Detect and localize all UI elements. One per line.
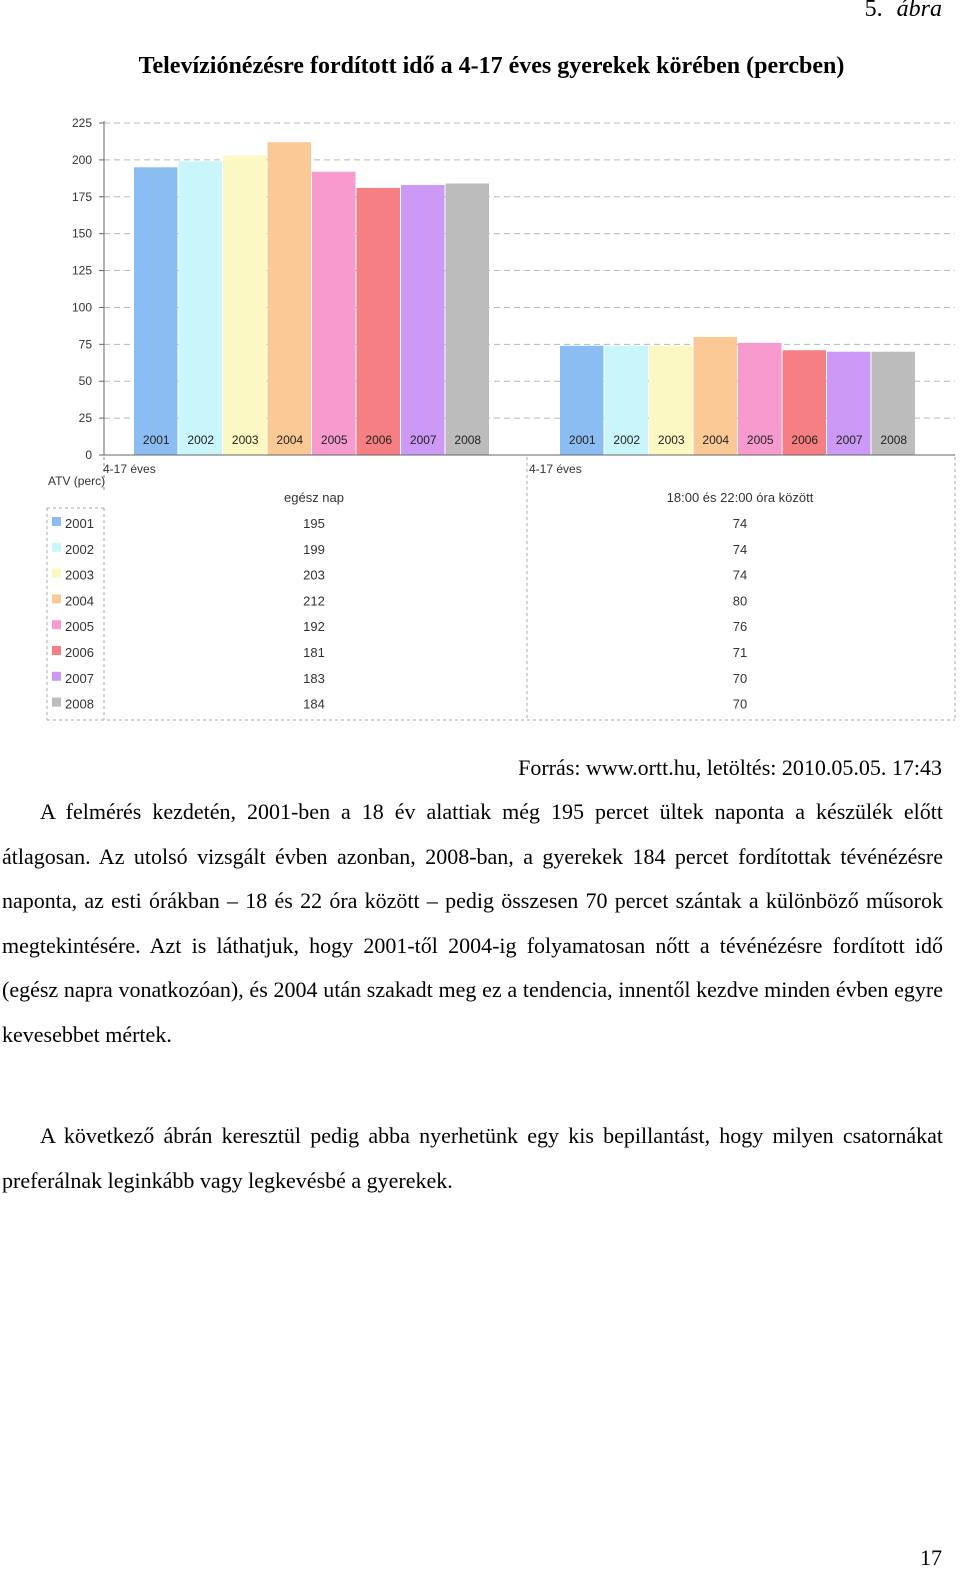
bar-year-label: 2006 <box>365 433 393 447</box>
table-value: 80 <box>732 593 748 609</box>
bar-2002-egesz-nap <box>179 161 223 455</box>
table-atv-label: ATV (perc) <box>48 474 106 488</box>
bar-chart <box>0 0 960 730</box>
bar-year-label: 2003 <box>231 433 259 447</box>
legend-label: 2003 <box>65 567 94 583</box>
bar-year-label: 2005 <box>320 433 348 447</box>
y-tick-label: 75 <box>78 337 92 352</box>
y-tick-label: 150 <box>71 226 92 241</box>
bar-2008-egesz-nap <box>446 183 490 455</box>
legend-swatch-2004 <box>52 594 61 603</box>
table-value: 203 <box>303 567 325 583</box>
bar-year-label: 2003 <box>657 433 685 447</box>
legend-swatch-2007 <box>52 672 61 681</box>
table-value: 181 <box>303 645 325 660</box>
legend-label: 2006 <box>65 645 94 660</box>
y-tick-label: 200 <box>71 152 92 167</box>
table-value: 71 <box>732 645 748 660</box>
legend-label: 2001 <box>65 516 94 531</box>
legend-label: 2005 <box>65 619 94 635</box>
bar-year-label: 2005 <box>746 433 774 447</box>
y-tick-label: 25 <box>78 411 92 426</box>
page-number: 17 <box>920 1545 942 1570</box>
y-tick-label: 50 <box>78 374 92 389</box>
table-value: 184 <box>303 696 325 712</box>
legend-label: 2002 <box>65 541 94 557</box>
table-value: 74 <box>732 567 748 583</box>
table-value: 199 <box>303 541 325 557</box>
paragraph-1: A felmérés kezdetén, 2001-ben a 18 év alattiak még 195 percet ültek naponta a készülék előtt átlagosan. Az utolsó vizsgált évben azonban, 2008-ban, a gyerekek 184 percet fordítottak tévénézésre naponta, az esti órákban – 18 és 22 óra között – pedig összesen 70 percet szántak a különböző műsorok megtekintésére. Azt is láthatjuk, hogy 2001-től 2004-ig folyamatosan nőtt a tévénézésre fordított idő (egész napra vonatkozóan), és 2004 után szakadt meg ez a tendencia, innentől kezdve minden évben egyre kevesebbet mértek. <box>2 799 943 1047</box>
y-tick-label: 175 <box>71 189 92 204</box>
chart-title: Televíziónézésre fordított idő a 4-17 éves gyerekek körében (percben) <box>138 53 845 79</box>
y-tick-label: 100 <box>71 300 92 315</box>
table-value: 76 <box>732 619 748 635</box>
bar-year-label: 2007 <box>409 433 437 447</box>
bar-year-label: 2008 <box>454 433 482 447</box>
paragraph-2: A következő ábrán keresztül pedig abba nyerhetünk egy kis bepillantást, hogy milyen csatornákat preferálnak leginkább vagy legkevésbé a gyerekek. <box>2 1123 943 1193</box>
table-value: 183 <box>303 670 325 686</box>
bar-year-label: 2006 <box>791 433 819 447</box>
source-note: Forrás: www.ortt.hu, letöltés: 2010.05.05. 17:43 <box>518 755 942 780</box>
figure-word: ábra <box>896 0 942 22</box>
bar-year-label: 2008 <box>880 433 908 447</box>
bar-2005-egesz-nap <box>312 172 356 455</box>
table-value: 192 <box>303 619 325 635</box>
bar-2007-egesz-nap <box>401 185 445 455</box>
bar-year-label: 2004 <box>702 433 730 447</box>
legend-swatch-2001 <box>52 517 61 526</box>
bar-year-label: 2001 <box>568 433 596 447</box>
legend-label: 2007 <box>65 670 94 686</box>
y-tick-label: 225 <box>71 116 92 130</box>
table-value: 195 <box>303 516 325 531</box>
table-group-label: 4-17 éves <box>529 462 582 476</box>
legend-swatch-2005 <box>52 620 61 629</box>
table-value: 212 <box>303 593 325 609</box>
figure-number: 5. <box>864 0 883 22</box>
table-column-header: 18:00 és 22:00 óra között <box>666 490 814 505</box>
bar-2006-egesz-nap <box>357 188 401 455</box>
table-group-label: 4-17 éves <box>103 462 156 476</box>
table-value: 74 <box>732 516 748 531</box>
bar-2003-egesz-nap <box>223 155 267 455</box>
legend-label: 2008 <box>65 696 94 712</box>
bar-year-label: 2007 <box>835 433 863 447</box>
legend-label: 2004 <box>65 593 94 609</box>
bar-2001-egesz-nap <box>134 167 178 455</box>
y-tick-label: 125 <box>71 263 92 278</box>
bar-year-label: 2002 <box>187 433 215 447</box>
table-value: 74 <box>732 541 748 557</box>
table-value: 70 <box>732 696 748 712</box>
table-value: 70 <box>732 670 748 686</box>
table-column-header: egész nap <box>284 490 344 505</box>
legend-swatch-2003 <box>52 569 61 578</box>
legend-swatch-2002 <box>52 543 61 552</box>
legend-swatch-2006 <box>52 646 61 655</box>
bar-year-label: 2002 <box>613 433 641 447</box>
bar-2004-egesz-nap <box>268 142 312 455</box>
legend-swatch-2008 <box>52 698 61 707</box>
bar-year-label: 2001 <box>142 433 170 447</box>
y-tick-label: 0 <box>85 448 92 462</box>
bar-year-label: 2004 <box>276 433 304 447</box>
